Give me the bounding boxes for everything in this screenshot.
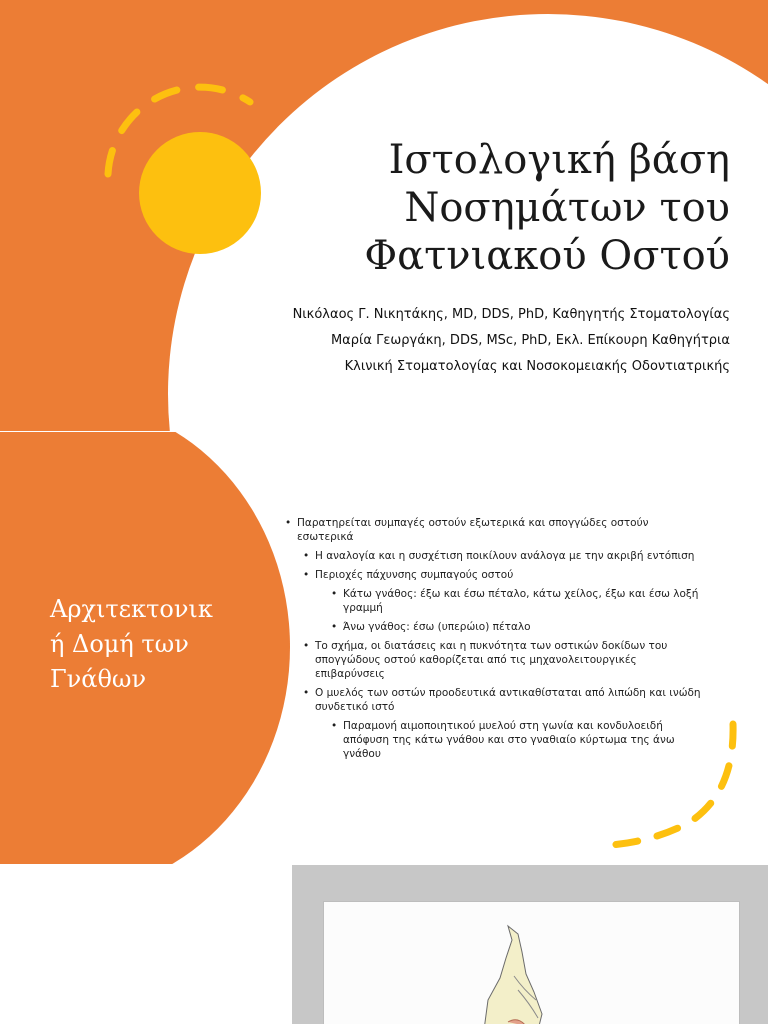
title-line: Ιστολογική βάση xyxy=(388,137,730,183)
slide-title-line: Γνάθων xyxy=(50,665,147,693)
presentation-title xyxy=(310,136,730,280)
dashed-arc-decoration xyxy=(0,432,768,865)
title-line: Νοσημάτων του xyxy=(404,185,730,231)
slide-title-line: ή Δομή των xyxy=(50,630,189,658)
image-slide xyxy=(0,865,768,1024)
title-slide xyxy=(0,0,768,432)
bullet-item: • Η αναλογία και η συσχέτιση ποικίλουν ανάλογα με την ακριβή εντόπιση xyxy=(315,549,705,563)
author-line: Μαρία Γεωργάκη, DDS, MSc, PhD, Εκλ. Επίκουρη Καθηγήτρια xyxy=(330,333,730,348)
bullet-item: • Άνω γνάθος: έσω (υπερώιο) πέταλο xyxy=(343,620,705,634)
author-line: Νικόλαος Γ. Νικητάκης, MD, DDS, PhD, Καθηγητής Στοματολογίας xyxy=(292,307,730,322)
sun-circle-decoration xyxy=(139,132,261,254)
bullet-item: • Ο μυελός των οστών προοδευτικά αντικαθίσταται από λιπώδη και ινώδη συνδετικό ιστό xyxy=(315,686,705,714)
affiliation-line: Κλινική Στοματολογίας και Νοσοκομειακής Οδοντιατρικής xyxy=(344,359,730,374)
slide-title-line: Αρχιτεκτονικ xyxy=(50,595,213,623)
architecture-slide xyxy=(0,432,768,865)
authors-block xyxy=(210,302,730,380)
bullet-item: • Παραμονή αιμοποιητικού μυελού στη γωνία και κονδυλοειδή απόφυση της κάτω γνάθου και στο γναθιαίο κύρτωμα της άνω γνάθου xyxy=(343,719,705,761)
bullet-item: • Περιοχές πάχυνσης συμπαγούς οστού xyxy=(315,568,705,582)
jaw-bone-illustration xyxy=(478,920,588,1024)
bullet-item: • Το σχήμα, οι διατάσεις και η πυκνότητα των οστικών δοκίδων του σπογγώδους οστού καθορίζεται από τις μηχανολειτουργικές επιβαρύνσεις xyxy=(315,639,705,681)
title-line: Φατνιακού Οστού xyxy=(364,233,730,279)
bullet-item: • Κάτω γνάθος: έξω και έσω πέταλο, κάτω χείλος, έξω και έσω λοξή γραμμή xyxy=(343,587,705,615)
bullet-item: • Παρατηρείται συμπαγές οστούν εξωτερικά και σπογγώδες οστούν εσωτερικά xyxy=(297,516,705,544)
